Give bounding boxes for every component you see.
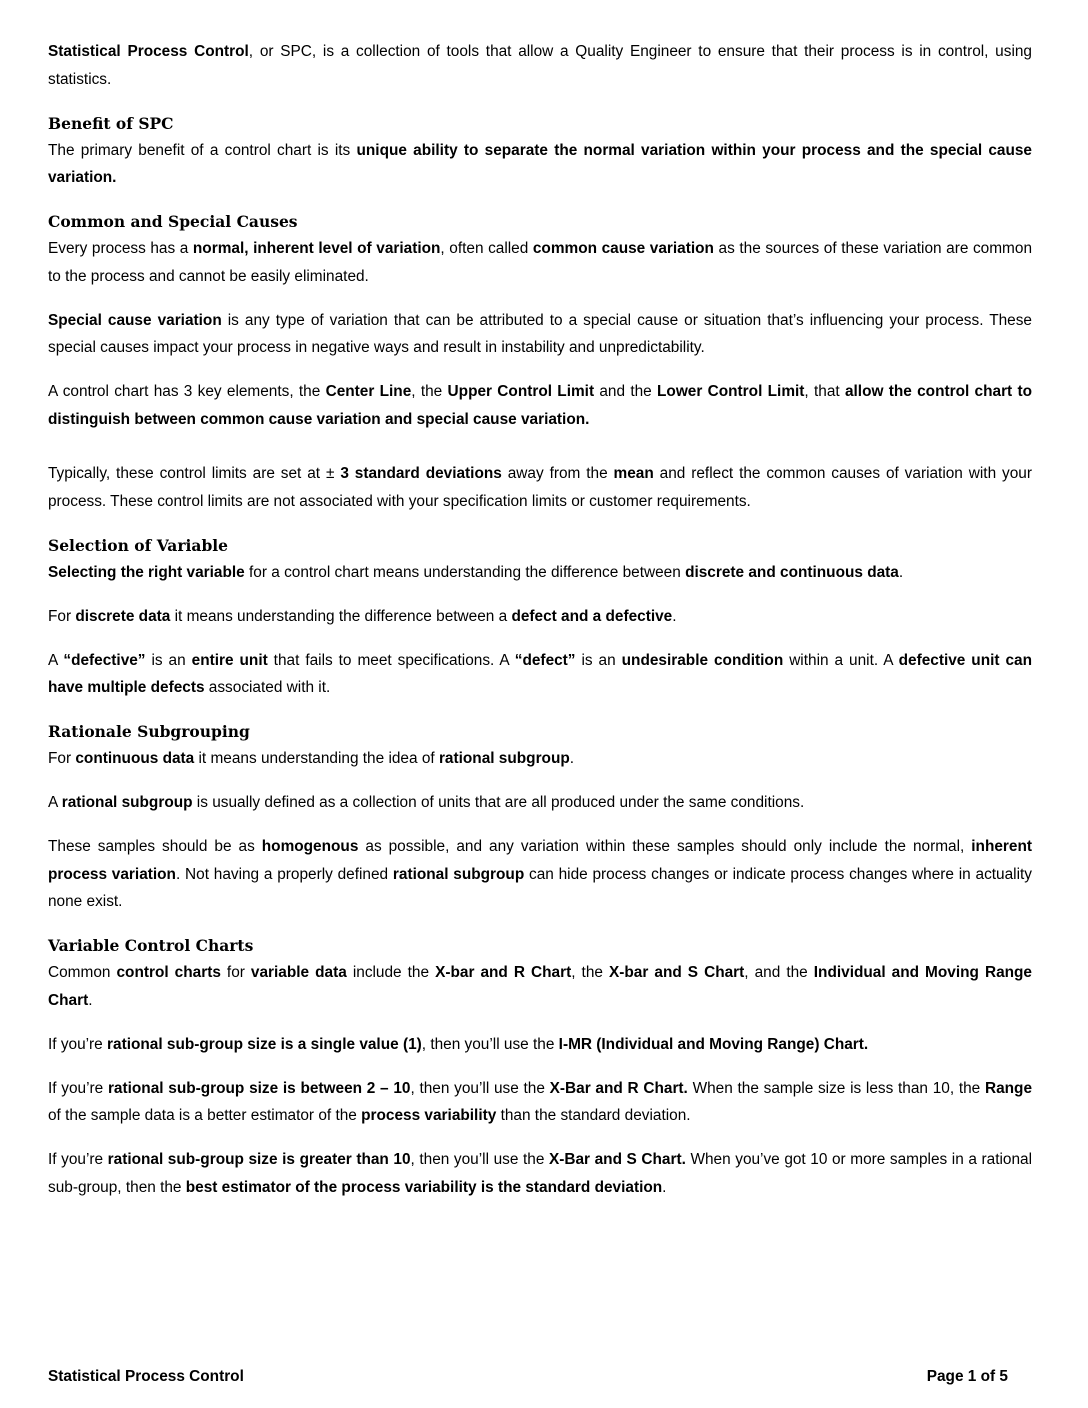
- text: , that: [804, 383, 845, 400]
- bold-text: Selecting the right variable: [48, 563, 245, 581]
- bold-text: X-Bar and R Chart.: [549, 1079, 688, 1097]
- text: is usually defined as a collection of units that are all produced under the same conditions.: [192, 794, 805, 811]
- text: it means understanding the difference between a: [170, 607, 512, 625]
- bold-text: Special cause variation: [48, 311, 222, 329]
- bold-text: control charts: [116, 964, 221, 981]
- text: A: [48, 651, 64, 669]
- section-heading: Benefit of SPC: [48, 113, 174, 133]
- bold-text: undesirable condition: [621, 651, 784, 669]
- bold-text: rational sub-group size is a single value (1): [107, 1035, 422, 1053]
- bold-text: defect and a defective: [511, 607, 673, 625]
- bold-text: homogenous: [261, 838, 359, 855]
- text: for a control chart means understanding the difference between: [244, 563, 686, 581]
- bold-text: “defective”: [63, 651, 146, 669]
- text: .: [898, 563, 904, 581]
- bold-text: X-Bar and S Chart.: [548, 1151, 686, 1168]
- paragraph: [48, 647, 1032, 702]
- text: . Not having a properly defined: [175, 865, 393, 883]
- text: A: [48, 794, 62, 811]
- paragraph: [48, 235, 1032, 290]
- bold-text: allow the control chart to distinguish between common cause variation and special cause variation.: [48, 383, 1032, 428]
- section-heading: Selection of Variable: [48, 535, 229, 555]
- paragraph: [48, 137, 1032, 192]
- paragraph: [48, 378, 1032, 433]
- paragraph: [48, 307, 1032, 362]
- text: , then you’ll use the: [410, 1079, 550, 1097]
- paragraph: [48, 959, 1032, 1014]
- text: For: [48, 607, 76, 625]
- text: , often called: [440, 240, 533, 257]
- page-footer: [48, 1368, 1008, 1386]
- text: , the: [571, 964, 609, 981]
- paragraph: [48, 833, 1032, 916]
- bold-text: entire unit: [191, 651, 268, 669]
- document-body: [48, 38, 1032, 1218]
- text: can hide process changes or indicate process changes where in actuality none exist.: [48, 865, 1032, 910]
- text: If you’re: [48, 1151, 108, 1168]
- text: , the: [411, 383, 448, 400]
- bold-text: Individual and Moving Range Chart: [48, 964, 1032, 1009]
- bold-text: Lower Control Limit: [657, 383, 805, 400]
- bold-text: I-MR (Individual and Moving Range) Chart.: [558, 1035, 869, 1053]
- bold-text: Upper Control Limit: [447, 383, 595, 400]
- text: it means understanding the idea of: [194, 750, 439, 767]
- text: .: [672, 607, 677, 625]
- text: Every process has a: [48, 240, 193, 257]
- bold-text: defective unit can have multiple defects: [48, 651, 1032, 696]
- text: , and the: [744, 964, 814, 981]
- paragraph: [48, 789, 1032, 817]
- bold-text: inherent process variation: [48, 838, 1032, 883]
- bold-text: X-bar and R Chart: [435, 964, 572, 981]
- paragraph: [48, 1146, 1032, 1201]
- bold-text: discrete data: [75, 607, 171, 625]
- text: include the: [346, 964, 436, 981]
- bold-text: rational subgroup: [61, 794, 193, 811]
- text: within a unit. A: [783, 651, 899, 669]
- text: Typically, these control limits are set at: [48, 465, 326, 482]
- bold-text: 3 standard deviations: [334, 465, 502, 482]
- text: Common: [48, 964, 117, 981]
- bold-text: best estimator of the process variability is the standard deviation: [185, 1178, 663, 1196]
- text: , then you’ll use the: [410, 1151, 549, 1168]
- text: When you’ve got 10 or more samples in a rational sub-group, then the: [48, 1151, 1032, 1196]
- bold-text: Center Line: [325, 383, 412, 400]
- text: is any type of variation that can be attributed to a special cause or situation that’s influencing your process. These special causes impact your process in negative ways and result in instability and unpredictability.: [48, 311, 1032, 356]
- bold-text: continuous data: [75, 750, 195, 767]
- bold-text: unique ability to separate the normal variation within your process and the special cause variation.: [48, 141, 1032, 186]
- bold-text: common cause variation: [532, 240, 714, 257]
- section-heading: Common and Special Causes: [48, 212, 298, 231]
- text: that fails to meet specifications. A: [267, 651, 515, 669]
- text: .: [88, 991, 93, 1009]
- bold-text: normal, inherent level of variation: [192, 240, 441, 257]
- bold-text: rational subgroup: [438, 750, 570, 767]
- text: If you’re: [48, 1079, 108, 1097]
- paragraph: [48, 1075, 1032, 1130]
- text: is an: [575, 651, 622, 669]
- text: , or SPC, is a collection of tools that allow a Quality Engineer to ensure that their process is in control, using statistics.: [48, 43, 1032, 88]
- paragraph: [48, 38, 1032, 93]
- text: is an: [145, 651, 192, 669]
- text: away from the: [501, 465, 614, 482]
- text: A control chart has 3 key elements, the: [48, 383, 326, 400]
- bold-text: rational sub-group size is greater than 10: [107, 1151, 411, 1168]
- bold-text: rational sub-group size is between 2 – 10: [107, 1079, 411, 1097]
- text: as the sources of these variation are common to the process and cannot be easily eliminated.: [48, 240, 1033, 285]
- text: When the sample size is less than 10, the: [687, 1079, 985, 1097]
- text: than the standard deviation.: [496, 1107, 691, 1124]
- text: , then you’ll use the: [421, 1035, 559, 1053]
- bold-text: Statistical Process Control: [48, 43, 249, 60]
- text: For: [48, 750, 76, 767]
- section-heading: Rationale Subgrouping: [48, 722, 250, 741]
- bold-text: “defect”: [514, 651, 576, 669]
- section-heading: Variable Control Charts: [48, 936, 254, 955]
- text: and reflect the common causes of variation with your process. These control limits are not associated with your specification limits or customer requirements.: [48, 465, 1032, 510]
- text: .: [662, 1178, 667, 1196]
- text: associated with it.: [204, 679, 331, 696]
- paragraph: [48, 460, 1032, 515]
- bold-text: X-bar and S Chart: [609, 964, 745, 981]
- text: If you’re: [48, 1035, 108, 1053]
- text: as possible, and any variation within these samples should only include the normal,: [358, 838, 972, 855]
- paragraph: [48, 745, 1032, 773]
- text: These samples should be as: [48, 838, 262, 855]
- footer-title: Statistical Process Control: [48, 1368, 244, 1385]
- bold-text: variable data: [250, 964, 347, 981]
- text: .: [569, 750, 575, 767]
- text: for: [220, 964, 251, 981]
- bold-text: process variability: [361, 1107, 497, 1124]
- text: ±: [325, 465, 335, 482]
- text: of the sample data is a better estimator of the: [48, 1107, 362, 1124]
- bold-text: mean: [613, 465, 654, 482]
- paragraph: [48, 1031, 1032, 1059]
- text: The primary benefit of a control chart is its: [48, 141, 357, 159]
- bold-text: Range: [984, 1079, 1033, 1097]
- paragraph: [48, 603, 1032, 631]
- page-number: Page 1 of 5: [926, 1368, 1008, 1385]
- bold-text: discrete and continuous data: [685, 563, 899, 581]
- text: and the: [594, 383, 658, 400]
- paragraph: [48, 559, 1032, 587]
- bold-text: rational subgroup: [392, 865, 525, 883]
